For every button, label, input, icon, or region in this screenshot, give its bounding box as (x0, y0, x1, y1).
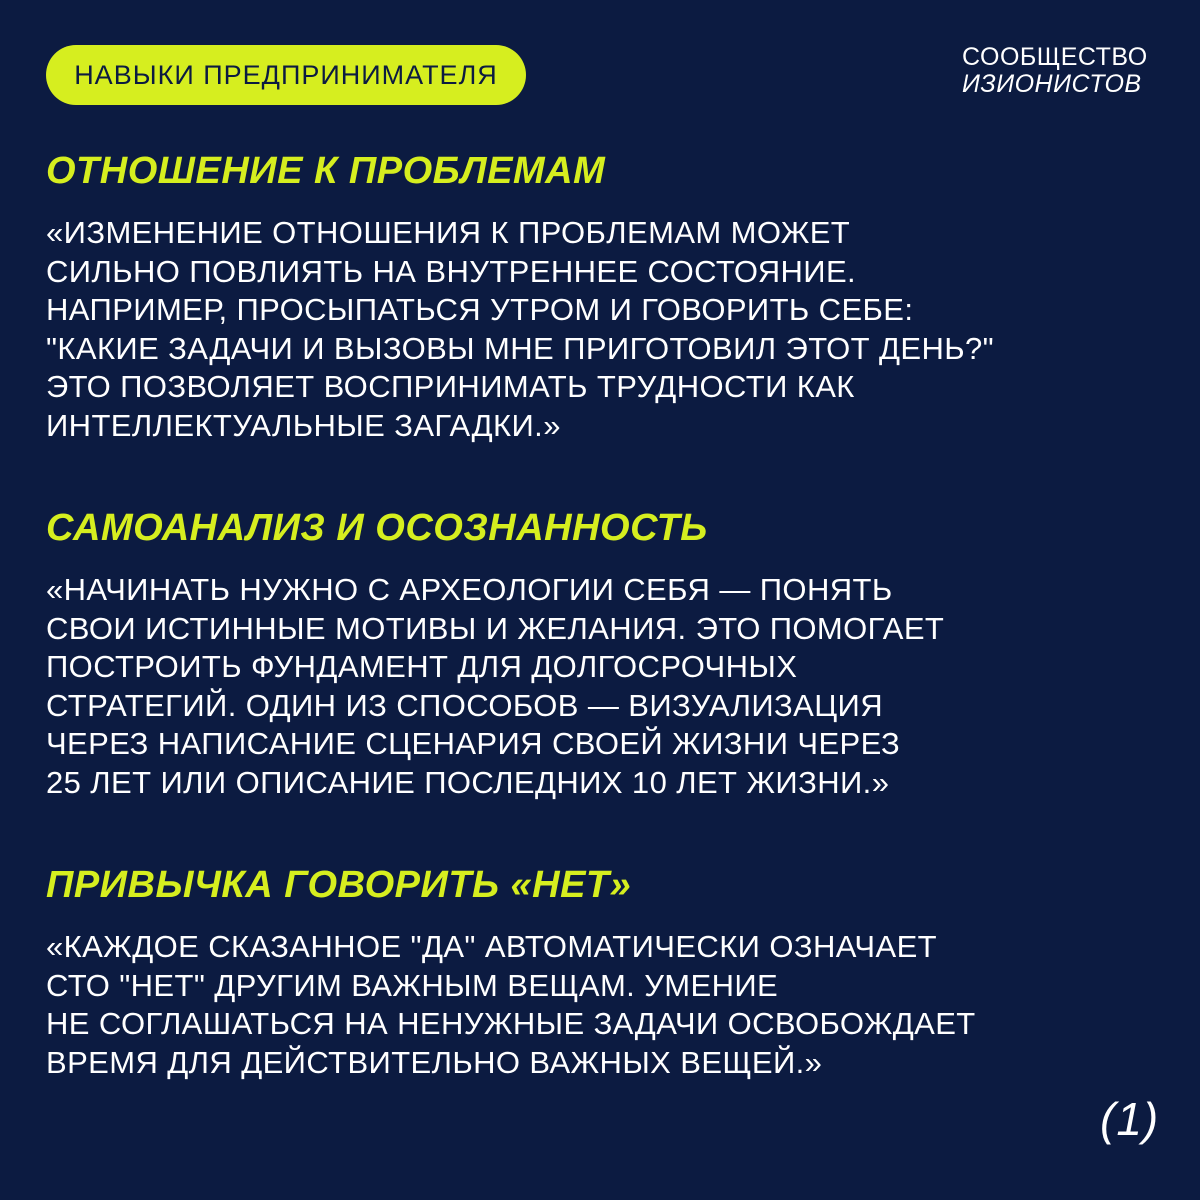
section-body (46, 928, 1156, 1082)
section-body (46, 571, 1156, 802)
body-line: «НАЧИНАТЬ НУЖНО С АРХЕОЛОГИИ СЕБЯ — ПОНЯТЬ (46, 572, 893, 607)
section-title: САМОАНАЛИЗ И ОСОЗНАННОСТЬ (46, 507, 708, 549)
page-number: (1) (1100, 1093, 1160, 1145)
section-title: ОТНОШЕНИЕ К ПРОБЛЕМАМ (46, 150, 606, 192)
body-line: НЕ СОГЛАШАТЬСЯ НА НЕНУЖНЫЕ ЗАДАЧИ ОСВОБОЖДАЕТ (46, 1006, 976, 1041)
body-line: 25 ЛЕТ ИЛИ ОПИСАНИЕ ПОСЛЕДНИХ 10 ЛЕТ ЖИЗНИ.» (46, 764, 890, 800)
body-line: СТРАТЕГИЙ. ОДИН ИЗ СПОСОБОВ — ВИЗУАЛИЗАЦИЯ (46, 687, 884, 723)
section-saying-no (46, 862, 1156, 1082)
body-line: «ИЗМЕНЕНИЕ ОТНОШЕНИЯ К ПРОБЛЕМАМ МОЖЕТ (46, 215, 851, 250)
body-line: ВРЕМЯ ДЛЯ ДЕЙСТВИТЕЛЬНО ВАЖНЫХ ВЕЩЕЙ.» (46, 1044, 823, 1080)
body-line: НАПРИМЕР, ПРОСЫПАТЬСЯ УТРОМ И ГОВОРИТЬ СЕБЕ: (46, 292, 914, 327)
body-line: ЧЕРЕЗ НАПИСАНИЕ СЦЕНАРИЯ СВОЕЙ ЖИЗНИ ЧЕРЕЗ (46, 726, 901, 761)
body-line: «КАЖДОЕ СКАЗАННОЕ "ДА" АВТОМАТИЧЕСКИ ОЗНАЧАЕТ (46, 929, 937, 964)
body-line: ИНТЕЛЛЕКТУАЛЬНЫЕ ЗАГАДКИ.» (46, 407, 561, 443)
body-line: СТО "НЕТ" ДРУГИМ ВАЖНЫМ ВЕЩАМ. УМЕНИЕ (46, 967, 779, 1003)
brand-line-1: СООБЩЕСТВО (962, 43, 1148, 71)
section-title: ПРИВЫЧКА ГОВОРИТЬ «НЕТ» (46, 864, 632, 906)
body-line: ПОСТРОИТЬ ФУНДАМЕНТ ДЛЯ ДОЛГОСРОЧНЫХ (46, 649, 798, 684)
section-self-analysis (46, 505, 1156, 802)
body-line: ЭТО ПОЗВОЛЯЕТ ВОСПРИНИМАТЬ ТРУДНОСТИ КАК (46, 369, 855, 404)
body-line: "КАКИЕ ЗАДАЧИ И ВЫЗОВЫ МНЕ ПРИГОТОВИЛ ЭТОТ ДЕНЬ?" (46, 330, 995, 366)
category-tag (46, 45, 526, 105)
body-line: СИЛЬНО ПОВЛИЯТЬ НА ВНУТРЕННЕЕ СОСТОЯНИЕ. (46, 253, 857, 289)
section-body (46, 214, 1156, 445)
section-problems (46, 148, 1156, 445)
brand-line-2: ИЗИОНИСТОВ (962, 70, 1142, 98)
category-tag-label: НАВЫКИ ПРЕДПРИНИМАТЕЛЯ (74, 59, 498, 90)
brand-logo (962, 44, 1162, 98)
body-line: СВОИ ИСТИННЫЕ МОТИВЫ И ЖЕЛАНИЯ. ЭТО ПОМОГАЕТ (46, 610, 945, 646)
